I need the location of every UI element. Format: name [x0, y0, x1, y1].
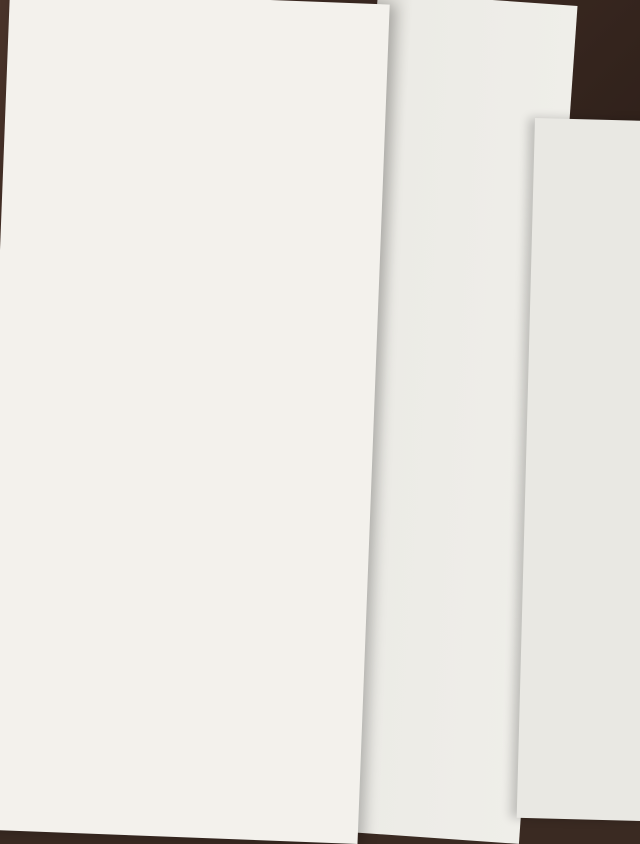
far-right-page: [517, 118, 640, 821]
